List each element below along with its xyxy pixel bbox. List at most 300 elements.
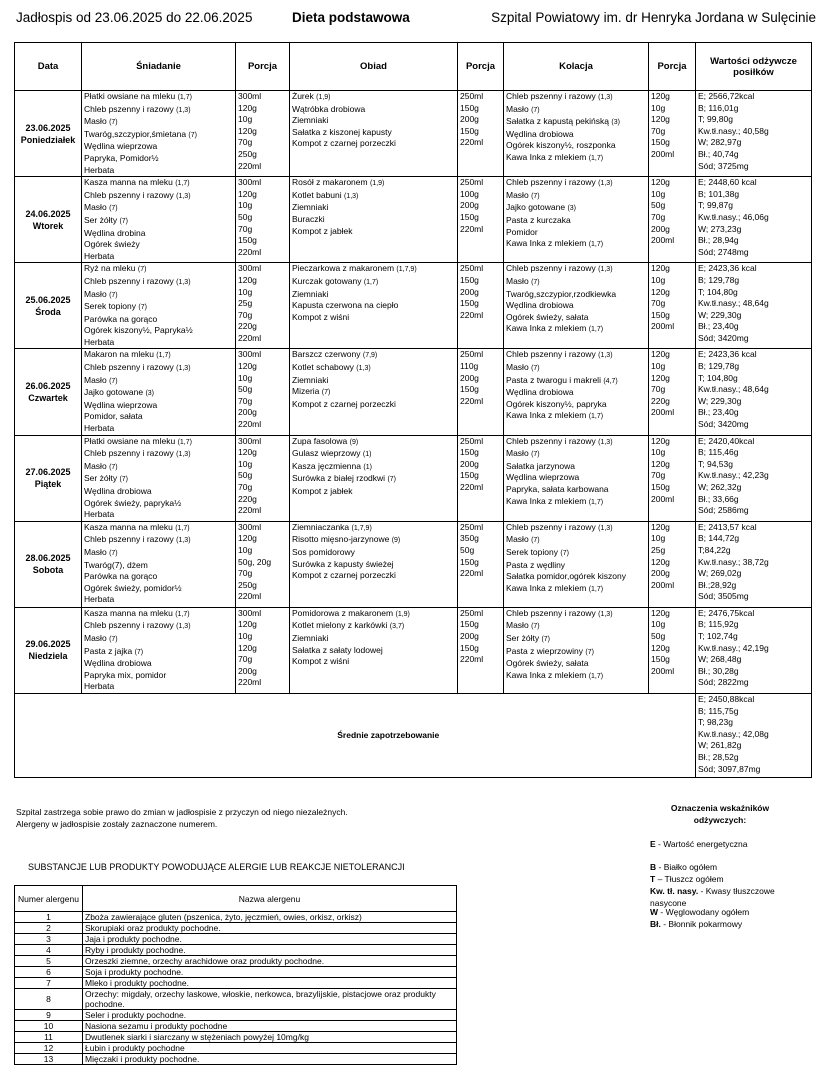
menu-item: Ogórek świeży, pomidor½ [84, 582, 182, 593]
portion-value: 120g [238, 188, 257, 199]
portion-value: 120g [238, 102, 257, 113]
nutrition-value: Sód; 3420mg [698, 332, 749, 343]
portion-value: 70g [651, 211, 666, 222]
allergen-codes: (1,3) [356, 365, 371, 373]
supper-portions [649, 349, 696, 435]
portion-value: 300ml [238, 177, 262, 188]
portion-value: 120g [651, 177, 670, 188]
allergen-codes: (7) [541, 635, 551, 643]
allergen-codes: (7) [531, 278, 540, 286]
day-row [15, 263, 812, 349]
allergen-codes: (7) [138, 304, 147, 312]
lunch-items [290, 435, 458, 521]
menu-item: Herbata [84, 423, 115, 434]
allergen-codes: (7) [387, 476, 397, 484]
allergen-codes: (3) [611, 119, 620, 127]
portion-value: 150g [460, 556, 479, 567]
portion-value: 200g [460, 200, 479, 211]
portion-value: 150g [651, 654, 670, 665]
portion-value: 200g [460, 114, 479, 125]
menu-item: Ziemniaki [292, 115, 329, 126]
portion-value: 50g [651, 630, 666, 641]
menu-item: Sos pomidorowy [292, 546, 355, 557]
menu-item: Risotto mięsno-jarzynowe (9) [292, 534, 401, 545]
day-row [15, 521, 812, 607]
portion-value: 70g [238, 137, 253, 148]
day-name: Poniedziałek [20, 134, 76, 145]
portion-value: 200ml [651, 148, 675, 159]
menu-item: Wędlina wieprzowa [84, 399, 158, 410]
menu-item: Sałatka jarzynowa [506, 460, 575, 471]
lunch-items [290, 263, 458, 349]
portion-value: 250ml [460, 91, 484, 101]
portion-value: 120g [651, 521, 670, 532]
allergen-codes: (1,3) [598, 266, 613, 274]
allergen-codes: (1,3) [176, 278, 191, 286]
menu-item: Papryka mix, pomidor [84, 669, 167, 680]
day-date: 23.06.2025 [25, 122, 71, 133]
portion-value: 200ml [651, 579, 675, 590]
allergen-codes: (1,3) [598, 438, 613, 446]
average-value: W; 261,82g [698, 740, 742, 751]
portion-value: 70g [651, 470, 666, 481]
allergen-name: Orzechy: migdały, orzechy laskowe, włoskie, nerkowca, brazylijskie, pistacjowe oraz produkty pochodne. [83, 989, 457, 1010]
menu-item: Sałatka z kapustą pekińską (3) [506, 116, 620, 127]
nutrition-value: T;84,22g [698, 544, 731, 555]
nutrition-value: B; 144,72g [698, 533, 740, 544]
allergen-row [15, 989, 457, 1010]
allergen-codes: (1,7) [588, 154, 604, 162]
col-lunch: Obiad [290, 43, 458, 91]
nutrition-value: Bł.; 23,40g [698, 407, 739, 418]
allergens-table [14, 885, 457, 1065]
hospital-name: Szpital Powiatowy im. dr Henryka Jordana w Sulęcinie [491, 10, 816, 25]
day-row [15, 349, 812, 435]
supper-items [504, 177, 649, 263]
menu-item: Pasta z wieprzowiny (7) [506, 645, 594, 656]
col-supper-portion: Porcja [649, 43, 696, 91]
allergen-row [15, 923, 457, 934]
day-row [15, 91, 812, 177]
nutrition-values [696, 177, 812, 263]
portion-value: 50g [238, 470, 253, 481]
menu-item: Rosół z makaronem (1,9) [292, 177, 385, 188]
allergen-number: 5 [15, 956, 83, 967]
menu-item: Herbata [84, 594, 115, 605]
average-row [15, 693, 812, 777]
note-line: Alergeny w jadłospisie zostały zaznaczone numerem. [16, 819, 218, 829]
legend-title: Oznaczenia wskaźników odżywczych: [670, 803, 770, 825]
portion-value: 10g [238, 200, 253, 211]
nutrition-value: Bł.; 40,74g [698, 148, 739, 159]
legend-item: W - Węglowodany ogółem [650, 907, 750, 917]
portion-value: 250ml [460, 177, 484, 188]
allergen-codes: (7) [109, 377, 118, 385]
col-lunch-portion: Porcja [458, 43, 504, 91]
menu-item: Kurczak gotowany (1,7) [292, 275, 379, 286]
menu-item: Masło (7) [84, 546, 118, 557]
allergen-codes: (1,7) [588, 585, 604, 593]
menu-item: Wędlina drobiowa [84, 658, 152, 669]
menu-item: Jajko gotowane (3) [506, 202, 577, 213]
menu-item: Kawa Inka z mlekiem (1,7) [506, 495, 604, 506]
breakfast-portions [236, 91, 290, 177]
portion-value: 150g [460, 102, 479, 113]
supper-portions [649, 263, 696, 349]
menu-item: Twaróg,szczypior,rzodkiewka [506, 288, 617, 299]
allergen-codes: (1,3) [598, 352, 613, 360]
notes [16, 806, 348, 830]
breakfast-portions [236, 349, 290, 435]
menu-item: Masło (7) [506, 189, 540, 200]
col-date: Data [15, 43, 82, 91]
allergen-number: 9 [15, 1010, 83, 1021]
portion-value: 10g [651, 361, 666, 372]
allergen-codes: (7) [109, 205, 118, 213]
allergen-row [15, 1043, 457, 1054]
nutrition-value: B; 129,78g [698, 361, 740, 372]
nutrition-value: Kw.tł.nasy.; 42,23g [698, 470, 769, 481]
menu-item: Chleb pszenny i razowy (1,3) [84, 275, 191, 286]
allergen-number: 8 [15, 989, 83, 1010]
allergen-row [15, 978, 457, 989]
portion-value: 300ml [238, 91, 262, 101]
allergen-number: 3 [15, 934, 83, 945]
portion-value: 120g [651, 263, 670, 274]
nutrition-value: E; 2413,57 kcal [698, 521, 757, 532]
allergen-row [15, 945, 457, 956]
breakfast-items [82, 263, 236, 349]
portion-value: 25g [238, 298, 253, 309]
allergen-name: Mięczaki i produkty pochodne. [83, 1054, 457, 1065]
col-supper: Kolacja [504, 43, 649, 91]
supper-items [504, 91, 649, 177]
nutrition-values [696, 349, 812, 435]
menu-item: Sałatka z kiszonej kapusty [292, 126, 392, 137]
nutrition-values [696, 607, 812, 693]
menu-item: Parówka na gorąco [84, 571, 158, 582]
day-cell [15, 91, 82, 177]
breakfast-portions [236, 435, 290, 521]
allergen-codes: (7) [531, 623, 540, 631]
lunch-portions [458, 521, 504, 607]
allergen-row [15, 1032, 457, 1043]
day-date: 27.06.2025 [25, 467, 71, 478]
portion-value: 150g [460, 211, 479, 222]
nutrition-value: E; 2476,75kcal [698, 607, 755, 618]
portion-value: 150g [651, 137, 670, 148]
menu-item: Pomidorowa z makaronem (1,9) [292, 607, 410, 618]
portion-value: 200g [651, 568, 670, 579]
portion-value: 70g [238, 223, 253, 234]
weekly-menu-table [14, 42, 812, 778]
nutrition-values [696, 91, 812, 177]
portion-value: 10g [238, 630, 253, 641]
day-date: 24.06.2025 [25, 208, 71, 219]
portion-value: 220ml [238, 677, 262, 688]
menu-item: Ogórek kiszony½, Papryka½ [84, 325, 193, 336]
menu-item: Serek topiony (7) [84, 301, 147, 312]
menu-item: Surówka z białej rzodkwi (7) [292, 473, 397, 484]
supper-portions [649, 607, 696, 693]
menu-item: Ogórek świeży, sałata [506, 658, 589, 669]
day-date: 29.06.2025 [25, 639, 71, 650]
breakfast-portions [236, 177, 290, 263]
supper-items [504, 349, 649, 435]
portion-value: 150g [460, 470, 479, 481]
menu-item: Chleb pszenny i razowy (1,3) [506, 349, 613, 360]
allergen-codes: (1,7,9) [351, 524, 372, 532]
portion-value: 220ml [460, 568, 484, 579]
allergen-number: 11 [15, 1032, 83, 1043]
allergen-number: 6 [15, 967, 83, 978]
day-cell [15, 177, 82, 263]
portion-value: 220ml [460, 654, 484, 665]
nutrition-value: T; 94,53g [698, 458, 733, 469]
portion-value: 120g [651, 607, 670, 618]
allergen-codes: (1,3) [598, 180, 613, 188]
allergen-codes: (1,9) [369, 180, 385, 188]
portion-value: 120g [651, 91, 670, 101]
portion-value: 220g [238, 493, 257, 504]
menu-item: Zupa fasolowa (9) [292, 435, 359, 446]
allergen-number: 4 [15, 945, 83, 956]
menu-item: Chleb pszenny i razowy (1,3) [84, 620, 191, 631]
allergen-codes: (7) [585, 648, 594, 656]
allergen-number: 10 [15, 1021, 83, 1032]
nutrition-value: T; 102,74g [698, 630, 738, 641]
allergen-name: Nasiona sezamu i produkty pochodne [83, 1021, 457, 1032]
portion-value: 200g [460, 458, 479, 469]
menu-item: Wędlina drobiowa [506, 128, 574, 139]
lunch-portions [458, 263, 504, 349]
allergen-row [15, 956, 457, 967]
day-cell [15, 349, 82, 435]
allergen-codes: (4,7) [603, 377, 618, 385]
allergen-codes: (1,7) [588, 326, 604, 334]
allergen-codes: (1,7) [588, 241, 604, 249]
menu-item: Kompot z jabłek [292, 225, 353, 236]
nutrition-value: Kw.tł.nasy.; 46,06g [698, 211, 769, 222]
note-line: Szpital zastrzega sobie prawo do zmian w jadłospisie z przyczyn od niego niezależnych. [16, 807, 348, 817]
allergen-row [15, 1021, 457, 1032]
allergen-codes: (7) [109, 635, 118, 643]
lunch-portions [458, 91, 504, 177]
allergen-name: Dwutlenek siarki i siarczany w stężeniach powyżej 10mg/kg [83, 1032, 457, 1043]
legend-item: T – Tłuszcz ogółem [650, 874, 724, 884]
supper-portions [649, 91, 696, 177]
nutrition-values [696, 263, 812, 349]
allergen-row [15, 1054, 457, 1065]
allergen-row [15, 912, 457, 923]
menu-item: Kompot z wiśni [292, 656, 350, 667]
allergen-number: 1 [15, 912, 83, 923]
legend-item: B - Białko ogółem [650, 862, 718, 872]
allergen-codes: (7) [109, 119, 118, 127]
portion-value: 120g [651, 435, 670, 446]
menu-item: Chleb pszenny i razowy (1,3) [506, 435, 613, 446]
menu-item: Masło (7) [506, 534, 540, 545]
menu-item: Herbata [84, 250, 115, 261]
portion-value: 200ml [651, 665, 675, 676]
menu-item: Kotlet schabowy (1,3) [292, 362, 371, 373]
nutrition-value: E; 2420,40kcal [698, 435, 755, 446]
lunch-items [290, 177, 458, 263]
portion-value: 200g [238, 407, 257, 418]
portion-value: 120g [238, 642, 257, 653]
portion-value: 200g [460, 372, 479, 383]
nutrition-value: Bł.; 28,94g [698, 235, 739, 246]
breakfast-items [82, 607, 236, 693]
portion-value: 25g [651, 544, 666, 555]
average-values [696, 693, 812, 777]
portion-value: 10g [651, 188, 666, 199]
day-row [15, 435, 812, 521]
allergen-number: 13 [15, 1054, 83, 1065]
nutrition-value: B; 115,46g [698, 447, 739, 458]
allergen-name: Seler i produkty pochodne. [83, 1010, 457, 1021]
allergen-codes: (1,3) [176, 192, 191, 200]
nutrition-value: Sód; 3505mg [698, 591, 749, 602]
allergen-name: Łubin i produkty pochodne [83, 1043, 457, 1054]
menu-item: Ziemniaki [292, 202, 329, 213]
menu-item: Wędlina drobiowa [84, 486, 152, 496]
portion-value: 220ml [460, 223, 484, 234]
portion-value: 150g [460, 298, 479, 309]
supper-items [504, 607, 649, 693]
average-value: Sód; 3097,87mg [698, 763, 761, 774]
portion-value: 120g [651, 286, 670, 297]
menu-item: Papryka, sałata karbowana [506, 484, 609, 494]
portion-value: 10g [651, 533, 666, 544]
nutrition-value: Kw.tł.nasy.; 48,64g [698, 384, 769, 395]
portion-value: 250ml [460, 521, 484, 532]
menu-item: Ser żółty (7) [84, 214, 129, 225]
average-value: Bł.; 28,52g [698, 751, 739, 762]
supper-portions [649, 177, 696, 263]
portion-value: 70g [238, 309, 253, 320]
allergen-row [15, 934, 457, 945]
portion-value: 220ml [238, 332, 262, 343]
portion-value: 110g [460, 361, 479, 372]
menu-item: Pomidor, sałata [84, 411, 143, 422]
menu-item: Ziemniaki [292, 632, 329, 643]
menu-item: Ziemniaki [292, 374, 329, 385]
menu-item: Ogórek świeży [84, 239, 140, 250]
portion-value: 220ml [238, 160, 262, 171]
nutrition-value: B; 101,38g [698, 188, 740, 199]
allergen-codes: (1,7) [588, 413, 604, 421]
menu-item: Wędlina wieprzowa [84, 141, 158, 152]
day-date: 28.06.2025 [25, 553, 71, 564]
menu-item: Kasza manna na mleku (1,7) [84, 521, 190, 532]
portion-value: 150g [460, 619, 479, 630]
menu-item: Jajko gotowane (3) [84, 387, 155, 398]
day-name: Piątek [34, 479, 62, 490]
allergen-codes: (1,7) [175, 524, 190, 532]
allergen-codes: (9) [349, 438, 359, 446]
nutrition-legend [650, 802, 820, 929]
lunch-portions [458, 607, 504, 693]
portion-value: 220ml [460, 395, 484, 406]
menu-item: Masło (7) [506, 620, 540, 631]
average-value: Kw.tł.nasy.; 42,08g [698, 728, 769, 739]
menu-item: Masło (7) [506, 275, 540, 286]
menu-item: Wątróbka drobiowa [292, 103, 366, 114]
menu-item: Ziemniaczanka (1,7,9) [292, 521, 372, 532]
portion-value: 70g [238, 395, 253, 406]
allergen-number-header: Numer alergenu [15, 886, 83, 912]
allergen-name: Zboża zawierające gluten (pszenica, żyto, jęczmień, owies, orkisz, orkisz) [83, 912, 457, 923]
portion-value: 50g, 20g [238, 556, 272, 567]
nutrition-value: T; 99,87g [698, 200, 733, 211]
nutrition-value: W; 273,23g [698, 223, 742, 234]
average-blank [15, 693, 82, 777]
menu-item: Barszcz czerwony (7,9) [292, 349, 378, 360]
menu-date-range: Jadłospis od 23.06.2025 do 22.06.2025 [16, 10, 253, 25]
menu-item: Kompot z wiśni [292, 311, 350, 322]
lunch-portions [458, 177, 504, 263]
portion-value: 120g [238, 274, 257, 285]
portion-value: 10g [238, 372, 253, 383]
nutrition-value: B; 115,92g [698, 619, 739, 630]
menu-item: Herbata [84, 509, 115, 520]
portion-value: 150g [651, 309, 670, 320]
nutrition-value: Bł.; 30,28g [698, 665, 739, 676]
allergen-codes: (1,7,9) [396, 266, 417, 274]
menu-item: Masło (7) [506, 448, 540, 459]
allergen-codes: (1,9) [395, 610, 410, 618]
menu-item: Kawa Inka z mlekiem (1,7) [506, 582, 604, 593]
portion-value: 10g [238, 458, 253, 469]
day-cell [15, 521, 82, 607]
menu-item: Mizeria (7) [292, 386, 331, 397]
day-row [15, 177, 812, 263]
portion-value: 150g [651, 482, 670, 492]
portion-value: 120g [651, 114, 670, 125]
menu-item: Pasta z kurczaka [506, 214, 571, 225]
menu-item: Wędlina drobina [84, 227, 146, 238]
breakfast-items [82, 521, 236, 607]
diet-name: Dieta podstawowa [292, 10, 410, 25]
menu-item: Kapusta czerwona na ciepło [292, 300, 399, 311]
nutrition-value: W; 229,30g [698, 395, 742, 406]
menu-item: Masło (7) [84, 460, 118, 471]
portion-value: 100g [460, 188, 479, 199]
allergen-name: Mleko i produkty pochodne. [83, 978, 457, 989]
portion-value: 120g [651, 458, 670, 469]
menu-item: Masło (7) [84, 116, 118, 127]
nutrition-value: W; 268,48g [698, 654, 742, 665]
allergen-codes: (1,7) [177, 94, 192, 101]
allergen-row [15, 1010, 457, 1021]
portion-value: 200ml [651, 407, 675, 418]
menu-item: Twaróg(7), dżem [84, 559, 148, 570]
portion-value: 200g [460, 286, 479, 297]
allergens-title: SUBSTANCJE LUB PRODUKTY POWODUJĄCE ALERGIE LUB REAKCJE NIETOLERANCJI [28, 862, 405, 872]
allergen-codes: (1,3) [176, 106, 191, 114]
breakfast-items [82, 91, 236, 177]
allergen-codes: (1) [363, 463, 372, 471]
allergen-codes: (1,9) [316, 94, 331, 101]
menu-item: Herbata [84, 336, 115, 347]
allergen-codes: (7) [188, 131, 197, 139]
breakfast-portions [236, 263, 290, 349]
portion-value: 70g [238, 482, 253, 492]
portion-value: 220ml [460, 482, 484, 492]
menu-item: Kawa Inka z mlekiem (1,7) [506, 669, 604, 680]
allergen-codes: (1,7) [363, 278, 379, 286]
